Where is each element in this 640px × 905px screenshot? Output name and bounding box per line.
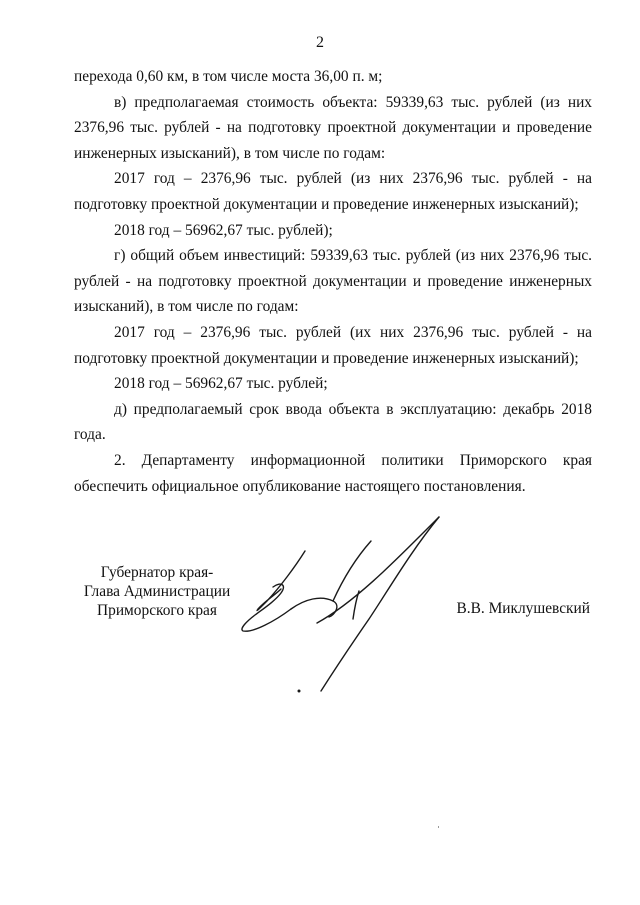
signatory-title-line: Приморского края <box>97 602 217 619</box>
paragraph-bridge-length: перехода 0,60 км, в том числе моста 36,00 п. м; <box>74 68 383 85</box>
signature-stroke <box>321 517 439 691</box>
paragraph-estimated-cost: в) предполагаемая стоимость объекта: 59339,63 тыс. рублей (из них 2376,96 тыс. рублей - на подготовку проектной документации и проведение инженерных изысканий), в том числе по годам: <box>74 93 592 162</box>
signature-stroke <box>333 541 371 601</box>
signature-stroke <box>291 598 337 617</box>
scan-speck <box>438 826 439 828</box>
handwritten-signature <box>225 505 455 705</box>
signature-stroke <box>317 517 439 623</box>
signature-dot <box>298 690 301 693</box>
signatory-name: В.В. Миклушевский <box>456 600 590 617</box>
paragraph-total-investment: г) общий объем инвестиций: 59339,63 тыс. рублей (из них 2376,96 тыс. рублей - на подготовку проектной документации и проведение инженерных изысканий), в том числе по годам: <box>74 247 592 316</box>
paragraph-cost-2017: 2017 год – 2376,96 тыс. рублей (из них 2376,96 тыс. рублей - на подготовку проектной документации и проведение инженерных изысканий); <box>74 170 592 213</box>
document-body <box>74 64 592 499</box>
signatory-title-line: Глава Администрации <box>83 583 231 600</box>
paragraph-commissioning-date: д) предполагаемый срок ввода объекта в эксплуатацию: декабрь 2018 года. <box>74 400 592 444</box>
page-number: 2 <box>316 34 324 51</box>
paragraph-cost-2018: 2018 год – 56962,67 тыс. рублей); <box>114 221 333 239</box>
signatory-title <box>74 563 240 620</box>
paragraph-publication-order: 2. Департаменту информационной политики Приморского края обеспечить официальное опубликование настоящего постановления. <box>74 451 592 495</box>
signature-stroke <box>242 584 291 631</box>
paragraph-investment-2017: 2017 год – 2376,96 тыс. рублей (их них 2376,96 тыс. рублей - на подготовку проектной документации и проведение инженерных изысканий); <box>74 323 592 367</box>
paragraph-investment-2018: 2018 год – 56962,67 тыс. рублей; <box>114 375 328 393</box>
signatory-title-line: Губернатор края- <box>100 564 214 581</box>
signature-stroke <box>257 551 305 611</box>
